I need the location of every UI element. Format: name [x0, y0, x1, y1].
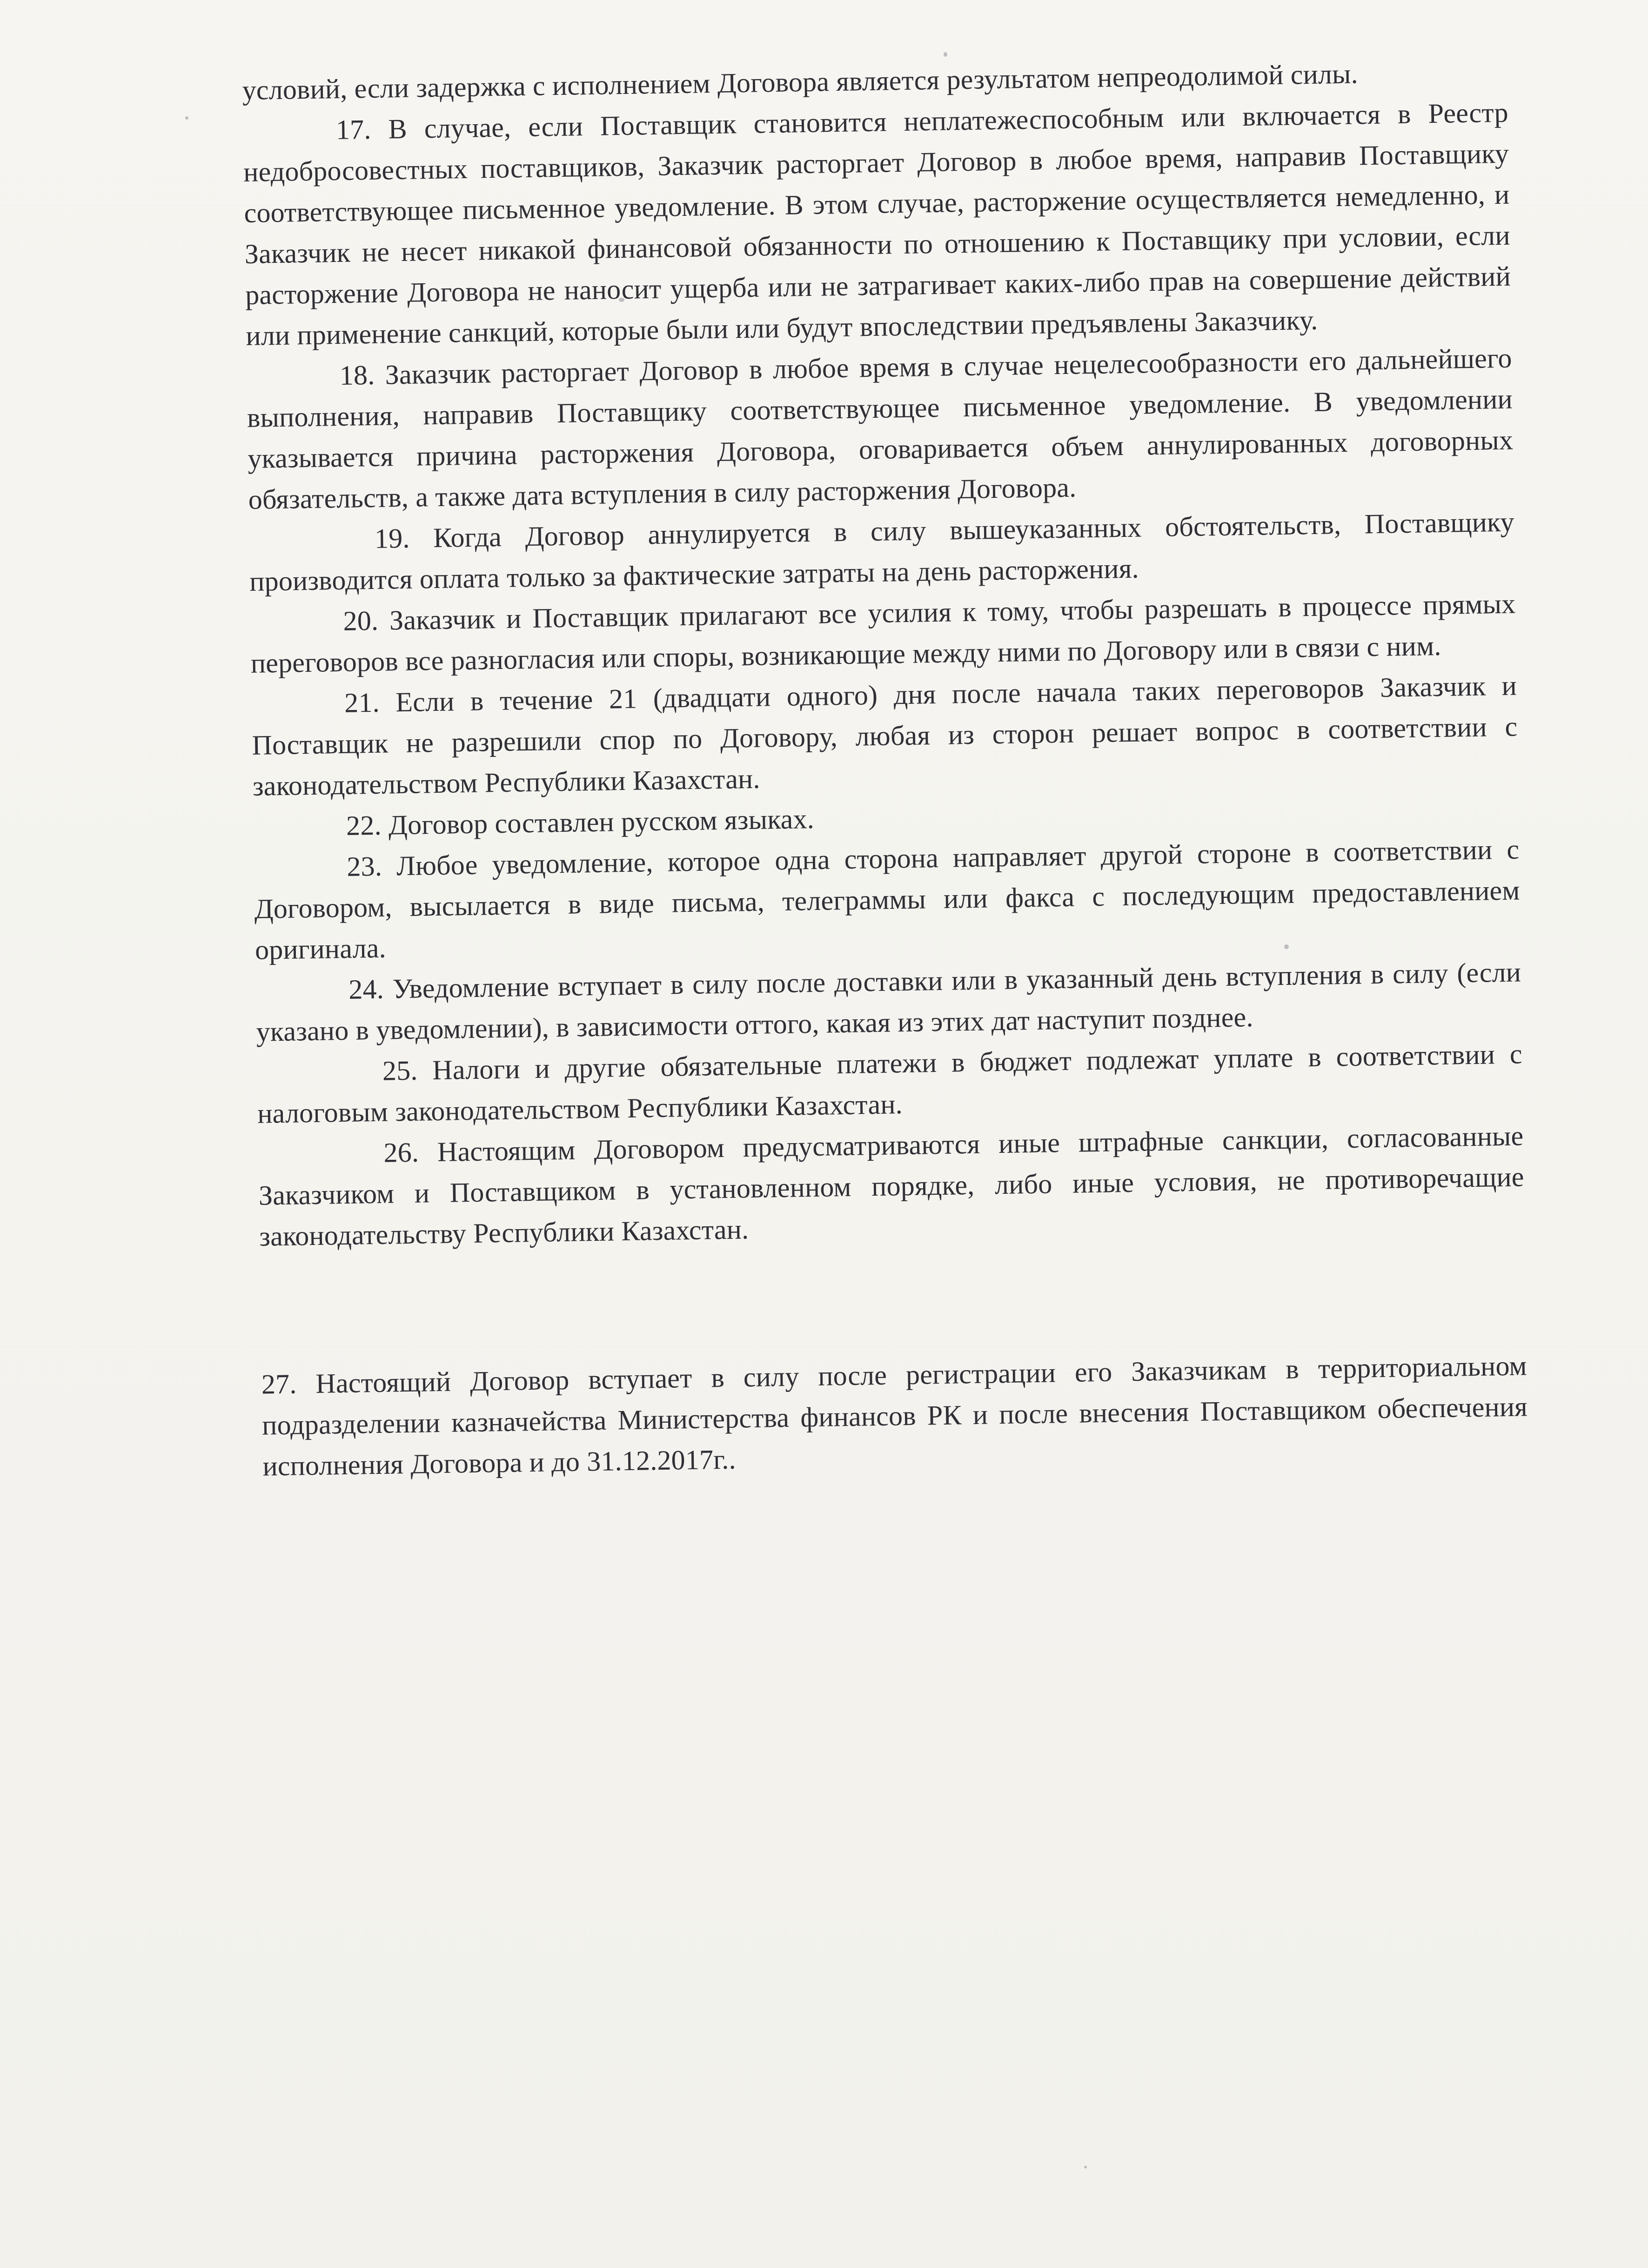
paragraph-20: 20. Заказчик и Поставщик прилагают все усилия к тому, чтобы разрешать в процессе прямых переговоров все разногласия или споры, возникающие между ними по Договору или в связи с ним. [250, 588, 1516, 679]
document-body [242, 51, 1528, 1487]
paragraph-22: 22. Договор составлен русском языках. [346, 803, 815, 841]
paragraph-17: 17. В случае, если Поставщик становится неплатежеспособным или включается в Реестр недобросовестных поставщиков, Заказчик расторгает Договор в любое время, направив Поставщику соответствующее письменное уведомление. В этом случае, расторжение осуществляется немедленно, и Заказчик не несет никакой финансовой обязанности по отношению к Поставщику при условии, если расторжение Договора не наносит ущерба или не затрагивает каких-либо прав на совершение действий или применение санкций, которые были или будут впоследствии предъявлены Заказчику. [243, 97, 1511, 351]
paragraph-18: 18. Заказчик расторгает Договор в любое время в случае нецелесообразности его дальнейшего выполнения, направив Поставщику соответствующее письменное уведомление. В уведомлении указывается причина расторжения Договора, оговаривается объем аннулированных договорных обязательств, а также дата вступления в силу расторжения Договора. [247, 342, 1514, 515]
scan-speck [185, 116, 188, 120]
scan-speck [944, 52, 947, 57]
scan-speck [1084, 2166, 1087, 2168]
paragraph-26: 26. Настоящим Договором предусматриваются иные штрафные санкции, согласованные Заказчиком и Поставщиком в установленном порядке, либо иные условия, не противоречащие законодательству Республики Казахстан. [258, 1120, 1525, 1252]
paragraph-23: 23. Любое уведомление, которое одна сторона направляет другой стороне в соответствии с Договором, высылается в виде письма, телеграммы или факса с последующим предоставлением оригинала. [254, 834, 1520, 965]
paragraph-27: 27. Настоящий Договор вступает в силу после регистрации его Заказчикам в территориальном подразделении казначейства Министерства финансов РК и после внесения Поставщиком обеспечения исполнения Договора и до 31.12.2017г.. [261, 1350, 1528, 1482]
paragraph-25: 25. Налоги и другие обязательные платежи в бюджет подлежат уплате в соответствии с налоговым законодательством Республики Казахстан. [257, 1038, 1523, 1129]
spacer [260, 1238, 1527, 1364]
paragraph-24: 24. Уведомление вступает в силу после доставки или в указанный день вступления в силу (если указано в уведомлении), в зависимости оттого, какая из этих дат наступит позднее. [256, 957, 1521, 1047]
paragraph-continuation: условий, если задержка с исполнением Договора является результатом непреодолимой силы. [242, 58, 1359, 106]
paragraph-19: 19. Когда Договор аннулируется в силу вышеуказанных обстоятельств, Поставщику производится оплата только за фактические затраты на день расторжения. [249, 506, 1515, 597]
paragraph-21: 21. Если в течение 21 (двадцати одного) дня после начала таких переговоров Заказчик и Поставщик не разрешили спор по Договору, любая из сторон решает вопрос в соответствии с законодательством Республики Казахстан. [252, 670, 1518, 802]
